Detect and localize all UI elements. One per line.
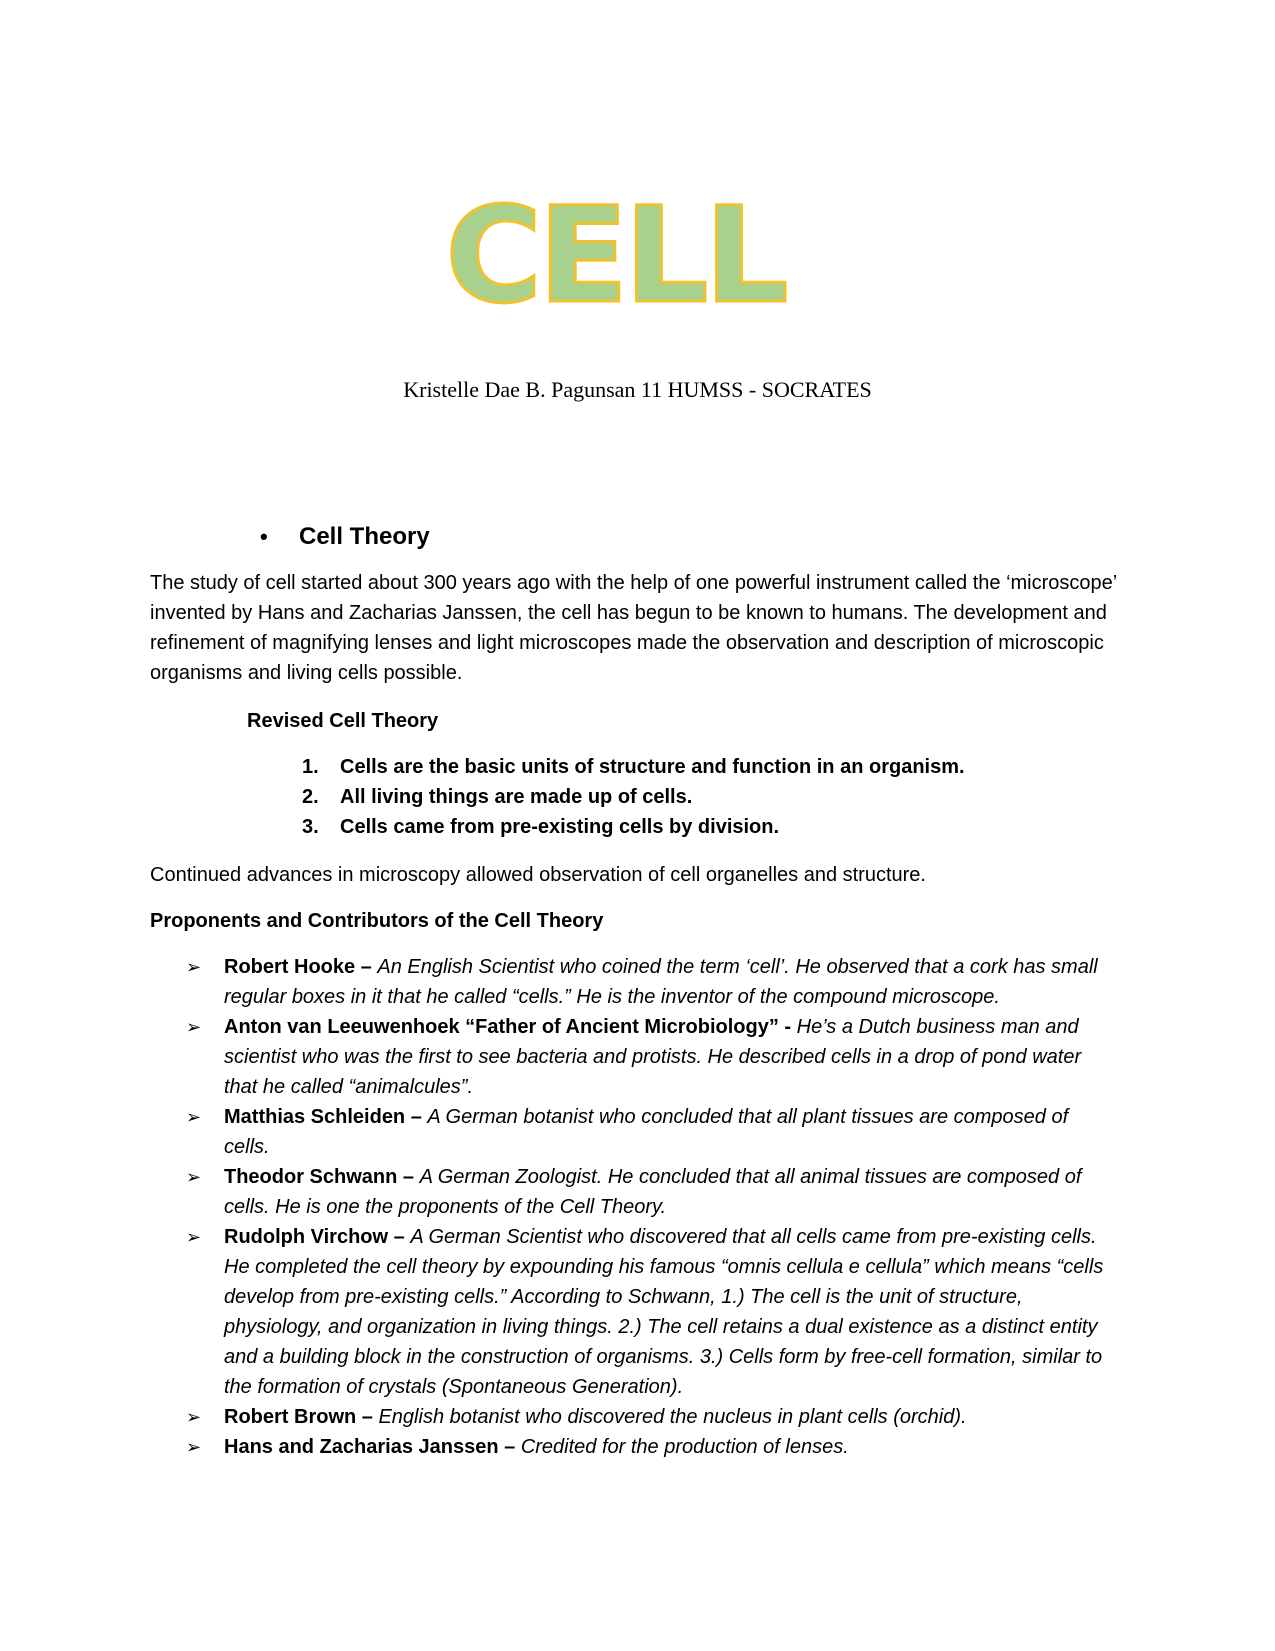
arrow-bullet-icon: ➢: [186, 957, 202, 977]
arrow-bullet-icon: ➢: [186, 1227, 202, 1247]
proponent-name: Theodor Schwann –: [224, 1166, 415, 1188]
proponents-heading: Proponents and Contributors of the Cell Theory: [150, 910, 604, 932]
proponent-description: English botanist who discovered the nucleus in plant cells (orchid).: [378, 1406, 967, 1428]
revised-cell-theory-list: [302, 752, 965, 842]
proponent-description: Credited for the production of lenses.: [520, 1436, 849, 1458]
list-item: [302, 782, 965, 812]
arrow-bullet-icon: ➢: [186, 1167, 202, 1187]
list-item: [186, 952, 1116, 1012]
proponent-name: Anton van Leeuwenhoek “Father of Ancient Microbiology” -: [224, 1016, 792, 1038]
proponent-name: Robert Hooke –: [224, 956, 372, 978]
list-item: [186, 1012, 1116, 1102]
list-item: [186, 1162, 1116, 1222]
intro-paragraph: The study of cell started about 300 years ago with the help of one powerful instrument called the ‘microscope’ invented by Hans and Zacharias Janssen, the cell has begun to be known to humans. The development and refinement of magnifying lenses and light microscopes made the observation and description of microscopic organisms and living cells possible.: [150, 572, 1117, 684]
section-heading-text: Cell Theory: [299, 523, 430, 550]
list-number: 2.: [302, 786, 319, 808]
list-item: [186, 1432, 1116, 1462]
list-item-text: All living things are made up of cells.: [340, 786, 693, 808]
proponents-list: [186, 952, 1116, 1462]
list-item-text: Cells came from pre-existing cells by division.: [340, 816, 780, 838]
arrow-bullet-icon: ➢: [186, 1017, 202, 1037]
proponent-description: A German Zoologist. He concluded that all animal tissues are composed of cells. He is one the proponents of the Cell Theory.: [224, 1166, 1082, 1218]
continued-paragraph: Continued advances in microscopy allowed observation of cell organelles and structure.: [150, 864, 926, 886]
list-item: [186, 1102, 1116, 1162]
section-heading: [260, 522, 430, 552]
proponent-description: A German botanist who concluded that all plant tissues are composed of cells.: [224, 1106, 1069, 1158]
list-item: [186, 1402, 1116, 1432]
proponent-name: Hans and Zacharias Janssen –: [224, 1436, 516, 1458]
proponent-name: Matthias Schleiden –: [224, 1106, 422, 1128]
arrow-bullet-icon: ➢: [186, 1107, 202, 1127]
proponent-description: A German Scientist who discovered that all cells came from pre-existing cells. He completed the cell theory by expounding his famous “omnis cellula e cellula” which means “cells develop from pre-existing cells.” According to Schwann, 1.) The cell is the unit of structure, physiology, and organization in living things. 2.) The cell retains a dual existence as a distinct entity and a building block in the construction of organisms. 3.) Cells form by free-cell formation, similar to the formation of crystals (Spontaneous Generation).: [224, 1226, 1104, 1398]
proponent-description: An English Scientist who coined the term ‘cell’. He observed that a cork has small regular boxes in it that he called “cells.” He is the inventor of the compound microscope.: [224, 956, 1098, 1008]
document-title: CELL: [445, 179, 785, 333]
list-item-text: Cells are the basic units of structure and function in an organism.: [340, 756, 965, 778]
revised-cell-theory-heading: Revised Cell Theory: [247, 710, 439, 732]
arrow-bullet-icon: ➢: [186, 1437, 202, 1457]
list-item: [302, 812, 965, 842]
arrow-bullet-icon: ➢: [186, 1407, 202, 1427]
list-item: [186, 1222, 1116, 1402]
proponent-name: Rudolph Virchow –: [224, 1226, 405, 1248]
author-line: Kristelle Dae B. Pagunsan 11 HUMSS - SOCRATES: [403, 377, 872, 402]
list-item: [302, 752, 965, 782]
list-number: 3.: [302, 816, 319, 838]
bullet-icon: •: [260, 524, 268, 549]
proponent-name: Robert Brown –: [224, 1406, 373, 1428]
proponent-description: He’s a Dutch business man and scientist who was the first to see bacteria and protists. He described cells in a drop of pond water that he called “animalcules”.: [224, 1016, 1082, 1098]
list-number: 1.: [302, 756, 319, 778]
